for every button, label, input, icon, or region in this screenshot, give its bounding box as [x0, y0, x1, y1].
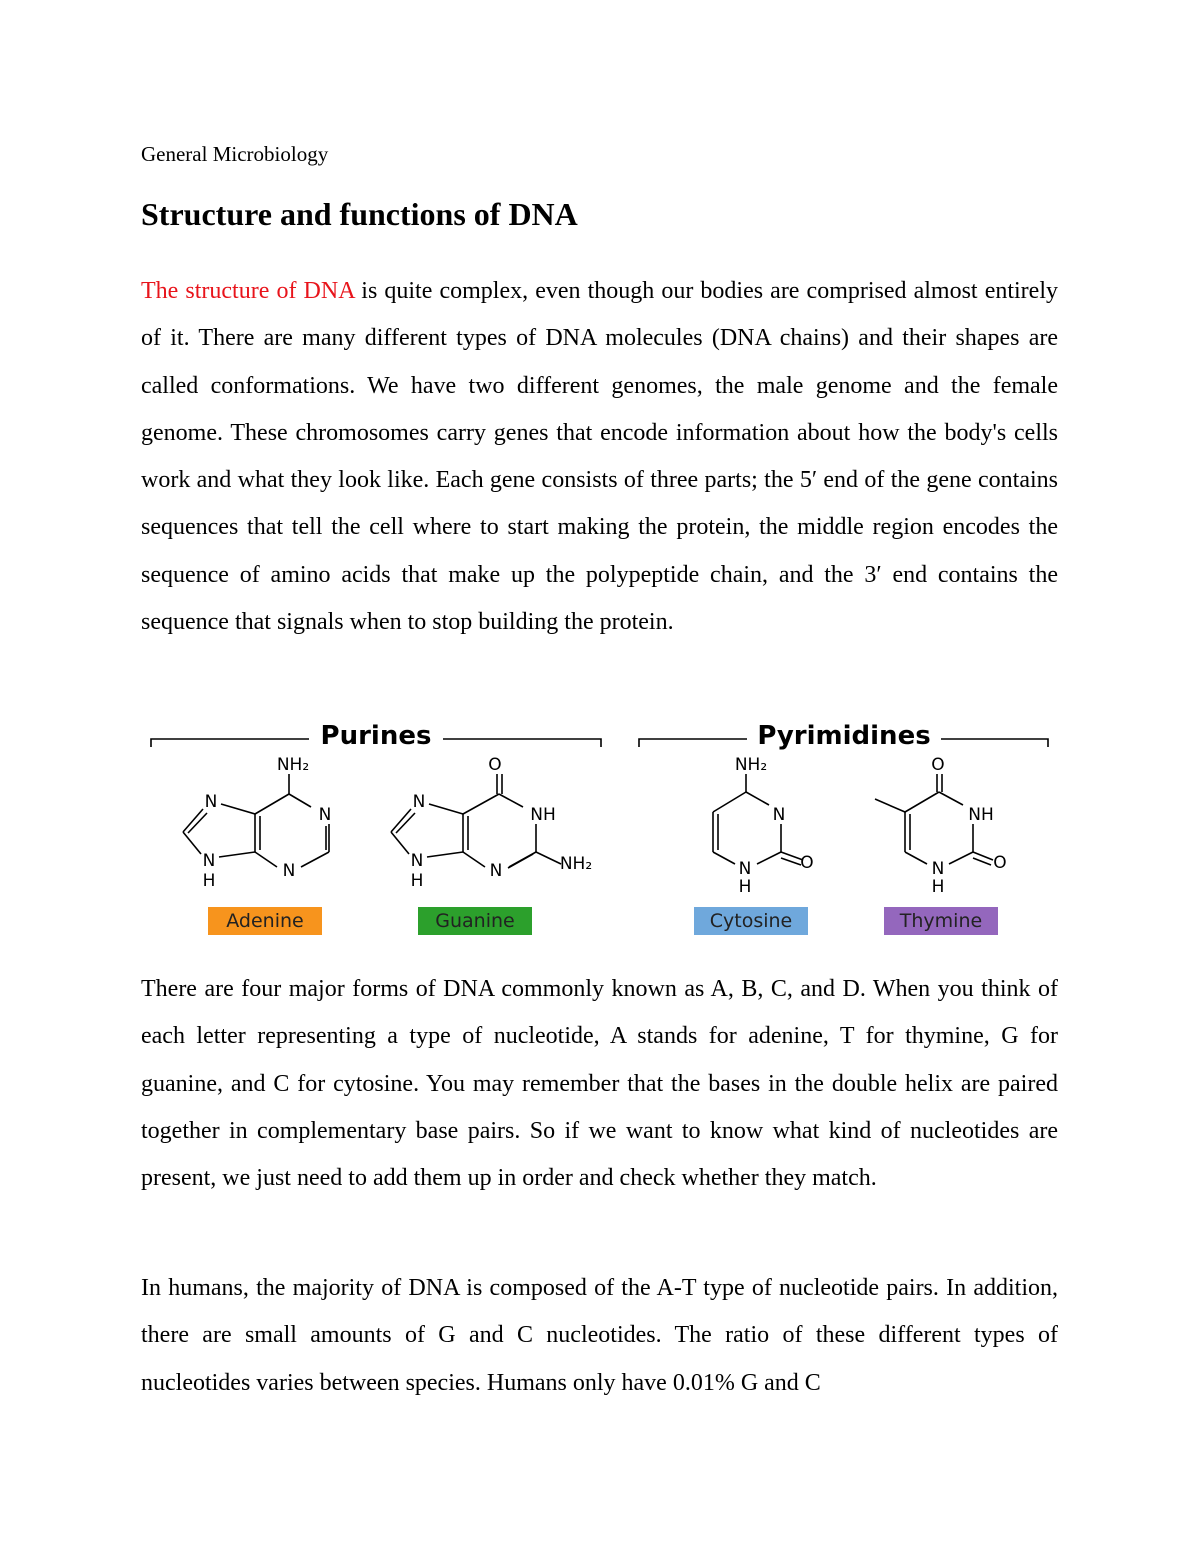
adenine-n1-label: N	[318, 805, 332, 825]
paragraph-forms: There are four major forms of DNA commonly known as A, B, C, and D. When you think of each letter representing a type of nucleotide, A stands for adenine, T for thymine, G for guanine, and C for cytosine. You may remember that the bases in the double helix are paired together in complementary base pairs. So if we want to know what kind of nucleotides are present, we just need to add them up in order and check whether they match.	[141, 976, 1058, 1192]
pyrimidines-label: Pyrimidines	[757, 721, 931, 751]
cytosine-nh2-label: NH₂	[734, 755, 768, 775]
pyrimidines-bracket-right	[941, 739, 1048, 747]
purines-bracket-left	[151, 739, 309, 747]
thymine-label: Thymine	[899, 910, 983, 932]
purines-label: Purines	[320, 721, 432, 751]
document-title: Structure and functions of DNA	[141, 196, 578, 232]
adenine-h-label: H	[202, 871, 216, 891]
guanine-nh-label: NH	[530, 805, 556, 825]
cytosine-label: Cytosine	[709, 910, 793, 932]
adenine-label: Adenine	[226, 910, 304, 932]
nucleobase-figure	[141, 712, 1061, 942]
paragraph-structure-text: is quite complex, even though our bodies are comprised almost entirely of it. There are many different types of DNA molecules (DNA chains) and their shapes are called conformations. We have two different genomes, the male genome and the female genome. These chromosomes carry genes that encode information about how the body's cells work and what they look like. Each gene consists of three parts; the 5′ end of the gene contains sequences that tell the cell where to start making the protein, the middle region encodes the sequence of amino acids that make up the polypeptide chain, and the 3′ end contains the sequence that signals when to stop building the protein.	[141, 278, 1058, 636]
guanine-nh2-label: NH₂	[559, 854, 593, 874]
adenine-n7-label: N	[204, 792, 218, 812]
cytosine-n3-label: N	[772, 805, 786, 825]
guanine-h-label: H	[410, 871, 424, 891]
thymine-o-label: O	[931, 755, 945, 775]
guanine-label: Guanine	[435, 910, 515, 932]
adenine-n9-label: N	[202, 851, 216, 871]
thymine-o2-label: O	[993, 853, 1007, 873]
cytosine-n1-label: N	[738, 859, 752, 879]
thymine-h-label: H	[931, 877, 945, 897]
adenine-n3-label: N	[282, 861, 296, 881]
guanine-n3-label: N	[489, 861, 503, 881]
course-header: General Microbiology	[141, 142, 329, 166]
guanine-n9-label: N	[410, 851, 424, 871]
purines-bracket-right	[443, 739, 601, 747]
pyrimidines-bracket-left	[639, 739, 747, 747]
nucleobase-diagram	[141, 712, 1061, 942]
thymine-n1-label: N	[931, 859, 945, 879]
cytosine-o-label: O	[800, 853, 814, 873]
paragraph-humans: In humans, the majority of DNA is composed of the A-T type of nucleotide pairs. In addition, there are small amounts of G and C nucleotides. The ratio of these different types of nucleotides varies between species. Humans only have 0.01% G and C	[141, 1275, 1058, 1396]
cytosine-structure	[713, 774, 803, 865]
guanine-n7-label: N	[412, 792, 426, 812]
guanine-o-label: O	[488, 755, 502, 775]
thymine-nh-label: NH	[968, 805, 994, 825]
paragraph-structure	[141, 268, 1058, 646]
highlighted-phrase: The structure of DNA	[141, 278, 355, 304]
adenine-nh2-label: NH₂	[276, 755, 310, 775]
cytosine-h-label: H	[738, 877, 752, 897]
